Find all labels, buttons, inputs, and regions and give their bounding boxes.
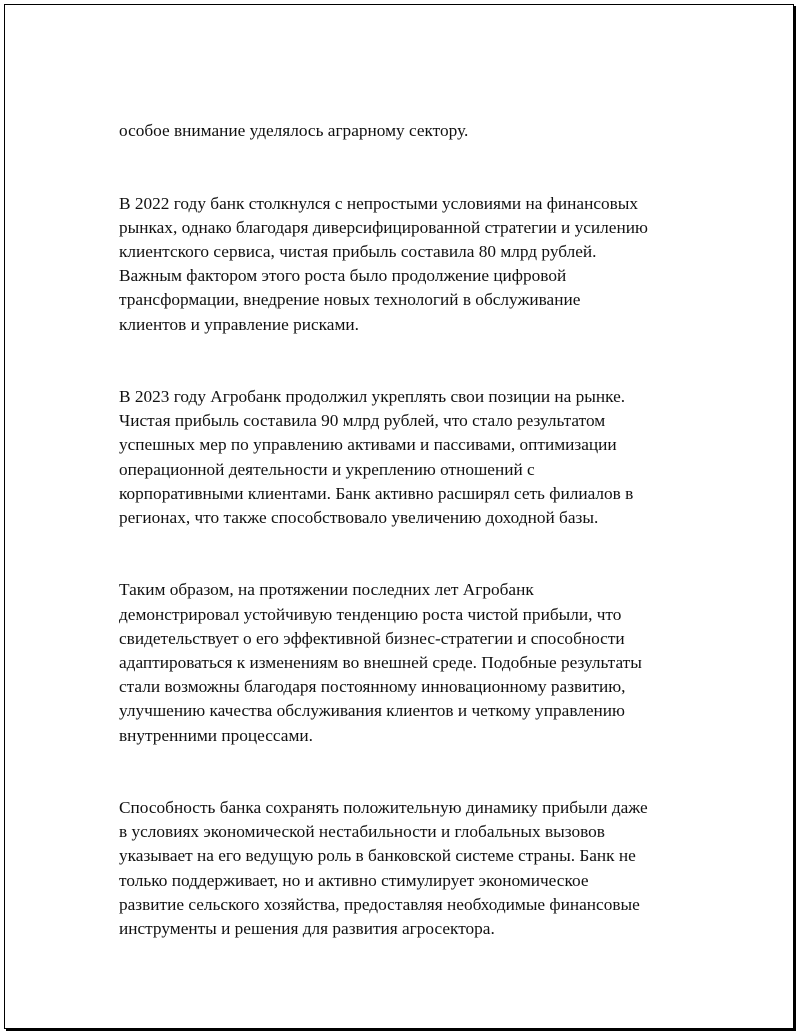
paragraph-5: Способность банка сохранять положительную динамику прибыли даже в условиях экономической нестабильности и глобальных вызовов указывает на его ведущую роль в банковской системе страны. Банк не только поддерживает, но и активно стимулирует экономическое развитие сельского хозяйства, предоставляя необходимые финансовые инструменты и решения для развития агросектора. — [119, 798, 648, 939]
document-body — [119, 95, 679, 990]
paragraph-4: Таким образом, на протяжении последних лет Агробанк демонстрировал устойчивую тенденцию роста чистой прибыли, что свидетельствует о его эффективной бизнес-стратегии и способности адаптироваться к изменениям во внешней среде. Подобные результаты стали возможны благодаря постоянному инновационному развитию, улучшению качества обслуживания клиентов и четкому управлению внутренними процессами. — [119, 580, 642, 745]
paragraph-3: В 2023 году Агробанк продолжил укреплять свои позиции на рынке. Чистая прибыль составила 90 млрд рублей, что стало результатом успешных мер по управлению активами и пассивами, оптимизации операционной деятельности и укреплению отношений с корпоративными клиентами. Банк активно расширял сеть филиалов в регионах, что также способствовало увеличению доходной базы. — [119, 387, 634, 528]
paragraph-1: особое внимание уделялось аграрному сектору. — [119, 121, 469, 141]
paragraph-2: В 2022 году банк столкнулся с непростыми условиями на финансовых рынках, однако благодаря диверсифицированной стратегии и усилению клиентского сервиса, чистая прибыль составила 80 млрд рублей. Важным фактором этого роста было продолжение цифровой трансформации, внедрение новых технологий в обслуживание клиентов и управление рисками. — [119, 193, 648, 334]
document-page — [4, 4, 794, 1029]
